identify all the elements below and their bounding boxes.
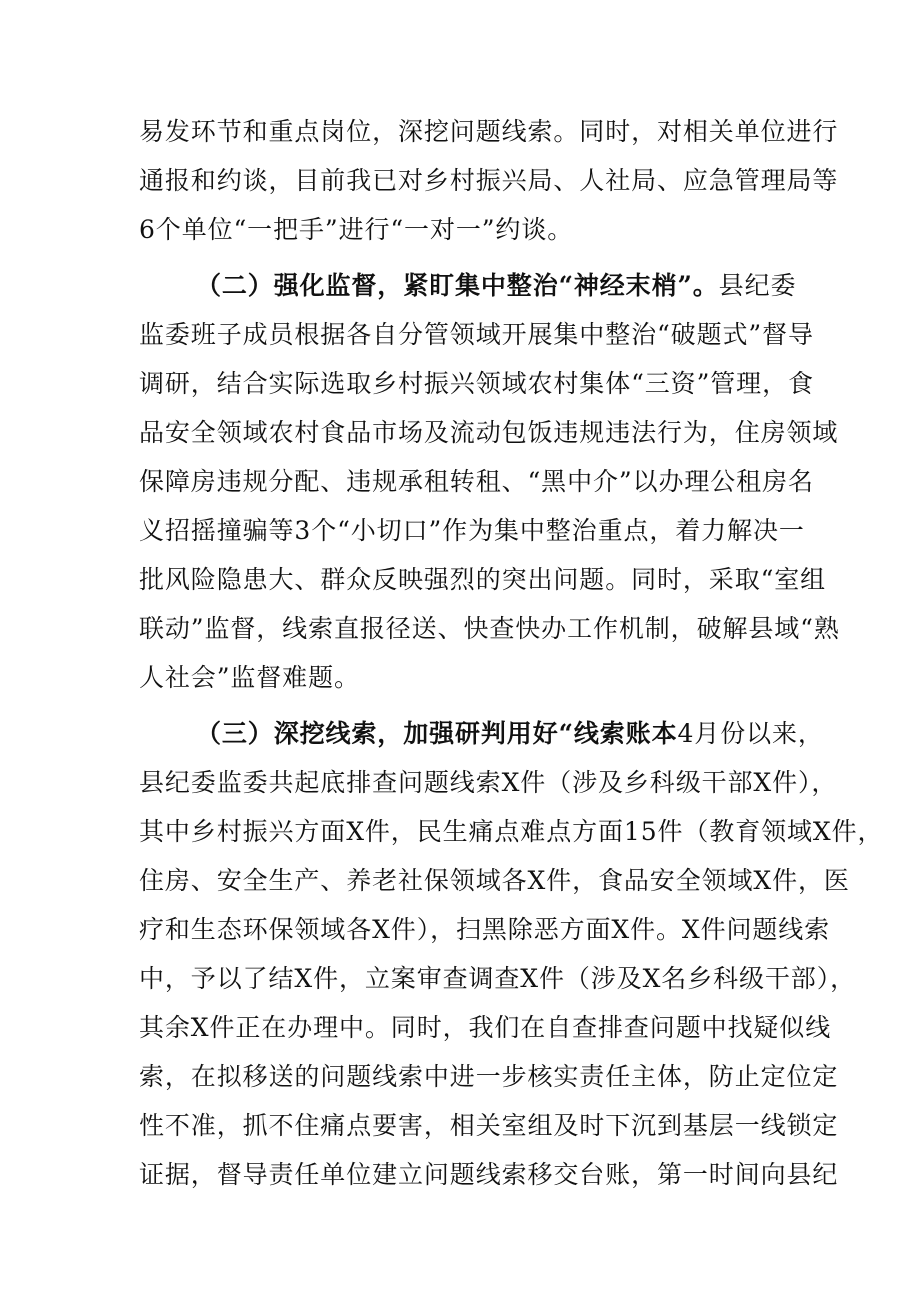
text-line: 批风险隐患大、群众反映强烈的突出问题。同时，采取“室组: [139, 565, 827, 594]
section-heading: （三）深挖线索，加强研判用好“线索账本: [196, 719, 678, 748]
text-line: 住房、安全生产、养老社保领域各X件，食品安全领域X件，医: [139, 866, 850, 895]
text-line: 索，在拟移送的问题线索中进一步核实责任主体，防止定位定: [139, 1062, 839, 1091]
text-line: 中，予以了结X件，立案审查调查X件（涉及X名乡科级干部），: [139, 964, 856, 993]
text-line: 通报和约谈，目前我已对乡村振兴局、人社局、应急管理局等: [139, 166, 839, 195]
document-body: [139, 107, 884, 1199]
text-line: 易发环节和重点岗位，深挖问题线索。同时，对相关单位进行: [139, 117, 839, 146]
text-run: 4月份以来，: [677, 719, 824, 748]
text-line: 人社会”监督难题。: [139, 663, 360, 692]
text-line: 疗和生态环保领域各X件），扫黑除恶方面X件。X件问题线索: [139, 915, 831, 944]
text-line: 县纪委监委共起底排查问题线索X件（涉及乡科级干部X件），: [139, 768, 838, 797]
text-line: 保障房违规分配、违规承租转租、“黑中介”以办理公租房名: [139, 467, 814, 496]
paragraph-3: [139, 709, 884, 1199]
section-heading: （二）强化监督，紧盯集中整治“神经末梢”。: [196, 271, 719, 300]
paragraph-first-line: [139, 261, 799, 310]
text-line: 品安全领域农村食品市场及流动包饭违规违法行为，住房领域: [139, 418, 839, 447]
text-line: 6个单位“一把手”进行“一对一”约谈。: [139, 215, 574, 244]
text-line: 证据，督导责任单位建立问题线索移交台账，第一时间向县纪: [139, 1160, 839, 1189]
text-run: 县纪委: [718, 271, 797, 300]
text-line: 其中乡村振兴方面X件，民生痛点难点方面15件（教育领域X件，: [139, 817, 884, 846]
text-line: 其余X件正在办理中。同时，我们在自查排查问题中找疑似线: [139, 1013, 832, 1042]
paragraph-2: [139, 261, 840, 702]
text-line: 性不准，抓不住痛点要害，相关室组及时下沉到基层一线锁定: [139, 1111, 839, 1140]
text-line: 义招摇撞骗等3个“小切口”作为集中整治重点，着力解决一: [139, 516, 805, 545]
paragraph-first-line: [139, 709, 824, 758]
text-line: 监委班子成员根据各自分管领域开展集中整治“破题式”督导: [139, 320, 814, 349]
paragraph-1: [139, 107, 839, 254]
text-line: 联动”监督，线索直报径送、快查快办工作机制，破解县域“熟: [139, 614, 840, 643]
text-line: 调研，结合实际选取乡村振兴领域农村集体“三资”管理，食: [139, 369, 814, 398]
